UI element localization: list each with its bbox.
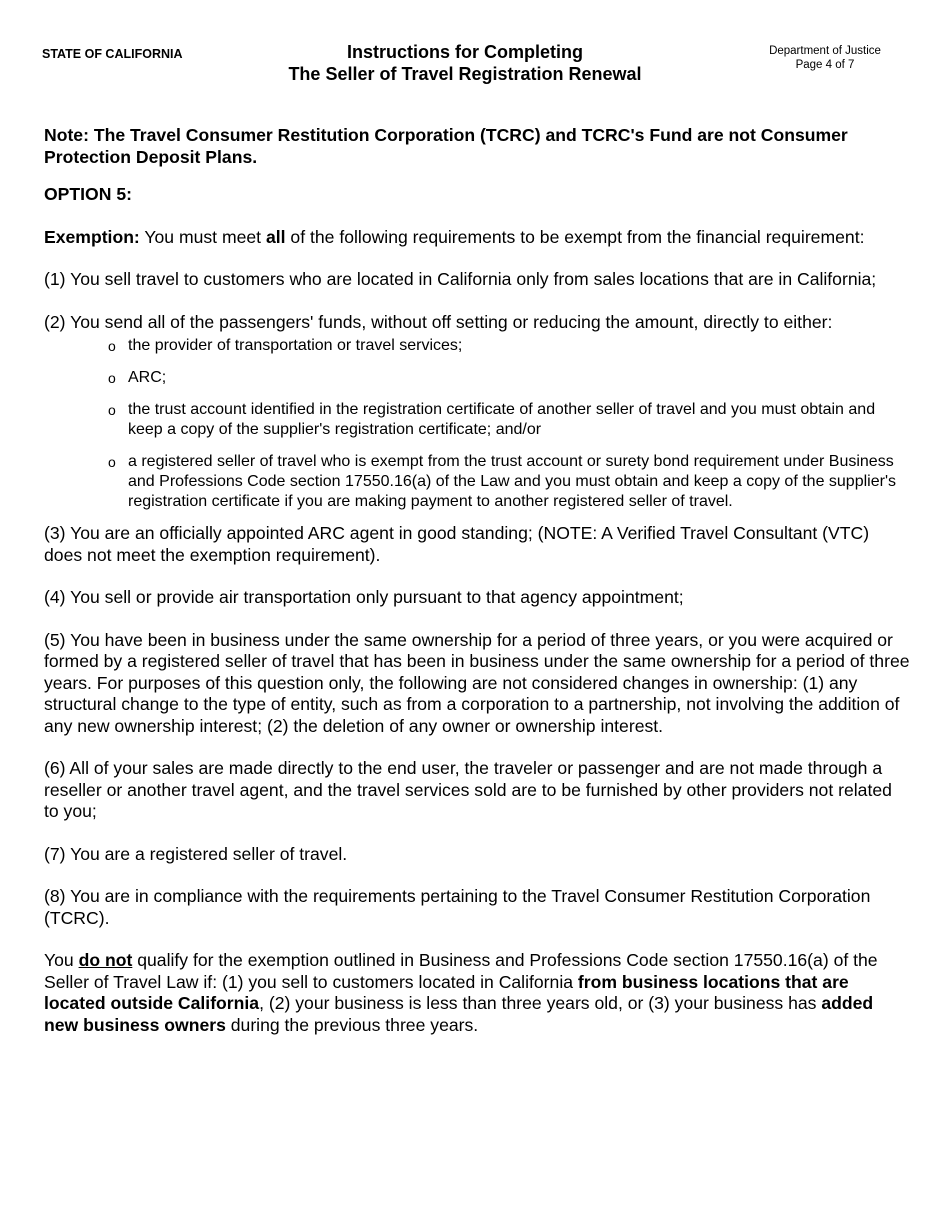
new-owners-emphasis: added new business owners xyxy=(44,993,874,1035)
list-item: o the provider of transportation or travel services; xyxy=(108,337,463,354)
requirement-5: (5) You have been in business under the same ownership for a period of three years, or you were acquired or formed by a registered seller of travel that has been in business under the same ownership for a period of three years. For purposes of this question only, the following are not considered changes in ownership: (1) any structural change to the type of entity, such as from a corporation to a partnership, not involving the addition of any new ownership interest; (2) the deletion of any owner or ownership interest. xyxy=(44,629,910,736)
page-number: Page 4 of 7 xyxy=(795,59,855,71)
requirement-6: (6) All of your sales are made directly to the end user, the traveler or passenger and are not made through a reseller or another travel agent, and the travel services sold are to be furnished by other providers not related to you; xyxy=(44,758,892,821)
closing-paragraph: You do not qualify for the exemption outlined in Business and Professions Code section 17550.16(a) of the Seller of Travel Law if: (1) you sell to customers located in California from business locations that are located outside California, (2) your business is less than three years old, or (3) your business has added new business owners during the previous three years. xyxy=(44,950,878,1035)
list-item: o a registered seller of travel who is exempt from the trust account or surety bond requirement under Business and Professions Code section 17550.16(a) of the Law and you must obtain and keep a copy of the supplier's registration certificate if you are making payment to another registered seller of travel. xyxy=(108,453,896,510)
title-line-1: Instructions for Completing xyxy=(347,42,583,62)
document-body xyxy=(44,125,910,1036)
requirement-8: (8) You are in compliance with the requirements pertaining to the Travel Consumer Restitution Corporation (TCRC). xyxy=(44,886,871,928)
exemption-all: all xyxy=(265,226,286,247)
requirement-3: (3) You are an officially appointed ARC agent in good standing; (NOTE: A Verified Travel Consultant (VTC) does not meet the exemption requirement). xyxy=(44,523,870,565)
list-item: o the trust account identified in the registration certificate of another seller of travel and you must obtain and keep a copy of the supplier's registration certificate; and/or xyxy=(108,401,876,438)
requirement-1: (1) You sell travel to customers who are located in California only from sales locations that are in California; xyxy=(44,269,877,289)
option-heading: OPTION 5: xyxy=(44,184,132,204)
state-label: STATE OF CALIFORNIA xyxy=(42,47,183,61)
exemption-paragraph: Exemption: You must meet all of the following requirements to be exempt from the financial requirement: xyxy=(44,226,865,247)
bullet-marker-icon: o xyxy=(108,370,116,386)
requirement-7: (7) You are a registered seller of travel. xyxy=(44,843,348,864)
bullet-marker-icon: o xyxy=(108,454,116,470)
fund-recipients-list xyxy=(44,336,910,512)
bullet-marker-icon: o xyxy=(108,402,116,418)
requirement-2: (2) You send all of the passengers' funds, without off setting or reducing the amount, directly to either: xyxy=(44,311,833,332)
bullet-marker-icon: o xyxy=(108,338,116,354)
page-title xyxy=(250,41,680,85)
outside-california-emphasis: from business locations that are located outside California xyxy=(44,971,849,1013)
do-not-emphasis: do not xyxy=(78,950,133,970)
requirement-4: (4) You sell or provide air transportation only pursuant to that agency appointment; xyxy=(44,587,684,607)
header-meta xyxy=(760,44,890,72)
list-item: o ARC; xyxy=(108,369,167,386)
department-label: Department of Justice xyxy=(769,45,881,57)
exemption-label: Exemption: xyxy=(44,226,140,247)
title-line-2: The Seller of Travel Registration Renewal xyxy=(288,64,642,84)
tcrc-note: Note: The Travel Consumer Restitution Corporation (TCRC) and TCRC's Fund are not Consumer Protection Deposit Plans. xyxy=(44,125,848,167)
